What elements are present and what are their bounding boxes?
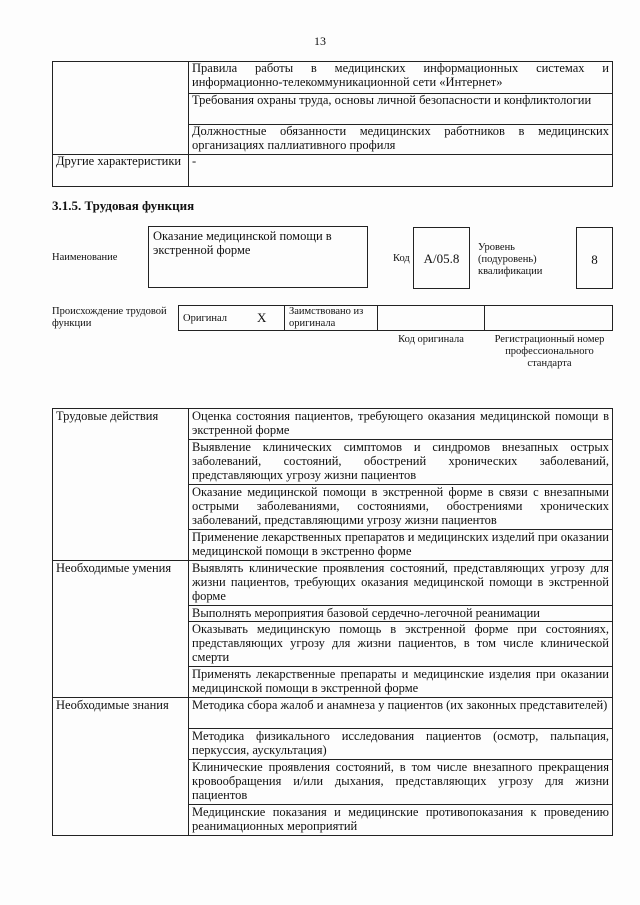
table-row: Применять лекарственные препараты и медицинские изделия при оказании медицинской помощи в экстренной форме [189, 667, 613, 698]
table-row: Оказывать медицинскую помощь в экстренной форме при состояниях, представляющих угрозу для жизни пациентов, в том числе клинической смерти [189, 622, 613, 667]
origin-divider [284, 305, 285, 331]
table-row: Методика физикального исследования пациентов (осмотр, пальпация, перкуссия, аускультация) [189, 729, 613, 760]
top-table [52, 61, 613, 187]
skills-label: Необходимые умения [53, 561, 189, 606]
table-row: Применение лекарственных препаратов и медицинских изделий при оказании медицинской помощи в экстренно форме [189, 530, 613, 561]
table-row: Выявлять клинические проявления состояний, представляющих угрозу для жизни пациентов, требующих оказания медицинской помощи в экстренной форме [189, 561, 613, 606]
labor-actions-label: Трудовые действия [53, 409, 189, 440]
code-label: Код [393, 253, 410, 264]
origin-label: Происхождение трудовой функции [52, 306, 167, 329]
other-characteristics-label: Другие характеристики [53, 155, 189, 187]
table-row: Медицинские показания и медицинские противопоказания к проведению реанимационных мероприятий [189, 805, 613, 836]
level-value: 8 [576, 227, 613, 289]
top-table-row: Правила работы в медицинских информационных системах и информационно-телекоммуникационной сети «Интернет» [189, 62, 613, 94]
level-label: Уровень (подуровень) квалификации [478, 242, 543, 277]
other-characteristics-value: - [189, 155, 613, 187]
borrowed-label: Заимствовано из оригинала [289, 306, 364, 329]
origin-divider [377, 305, 378, 331]
table-row: Клинические проявления состояний, в том числе внезапного прекращения кровообращения и/или дыхания, представляющих угрозу для жизни пациентов [189, 760, 613, 805]
top-table-row: Требования охраны труда, основы личной безопасности и конфликтологии [189, 94, 613, 125]
original-mark: X [257, 310, 267, 325]
top-table-label-cell [53, 62, 189, 155]
main-table [52, 408, 613, 836]
name-label: Наименование [52, 252, 118, 263]
name-value: Оказание медицинской помощи в экстренной форме [148, 226, 368, 288]
knowledge-label: Необходимые знания [53, 698, 189, 729]
top-table-row: Должностные обязанности медицинских работников в медицинских организациях паллиативного профиля [189, 125, 613, 155]
table-row: Методика сбора жалоб и анамнеза у пациентов (их законных представителей) [189, 698, 613, 729]
table-row: Выполнять мероприятия базовой сердечно-легочной реанимации [189, 606, 613, 622]
table-row: Выявление клинических симптомов и синдромов внезапных острых заболеваний, состояний, обострений хронических заболеваний, представляющих угрозу жизни пациентов [189, 440, 613, 485]
section-title: 3.1.5. Трудовая функция [52, 198, 195, 213]
origin-box [178, 305, 613, 331]
table-row: Оценка состояния пациентов, требующего оказания медицинской помощи в экстренной форме [189, 409, 613, 440]
code-original-label: Код оригинала [398, 334, 464, 345]
table-row: Оказание медицинской помощи в экстренной форме в связи с внезапными острыми заболеваниями, состояниями, обострениями хронических заболеваний, представляющими угрозу жизни пациентов [189, 485, 613, 530]
original-label: Оригинал [183, 313, 227, 324]
code-value: A/05.8 [413, 227, 470, 289]
page-number: 13 [314, 34, 326, 48]
reg-number-label: Регистрационный номер профессионального стандарта [494, 334, 605, 369]
origin-divider [484, 305, 485, 331]
